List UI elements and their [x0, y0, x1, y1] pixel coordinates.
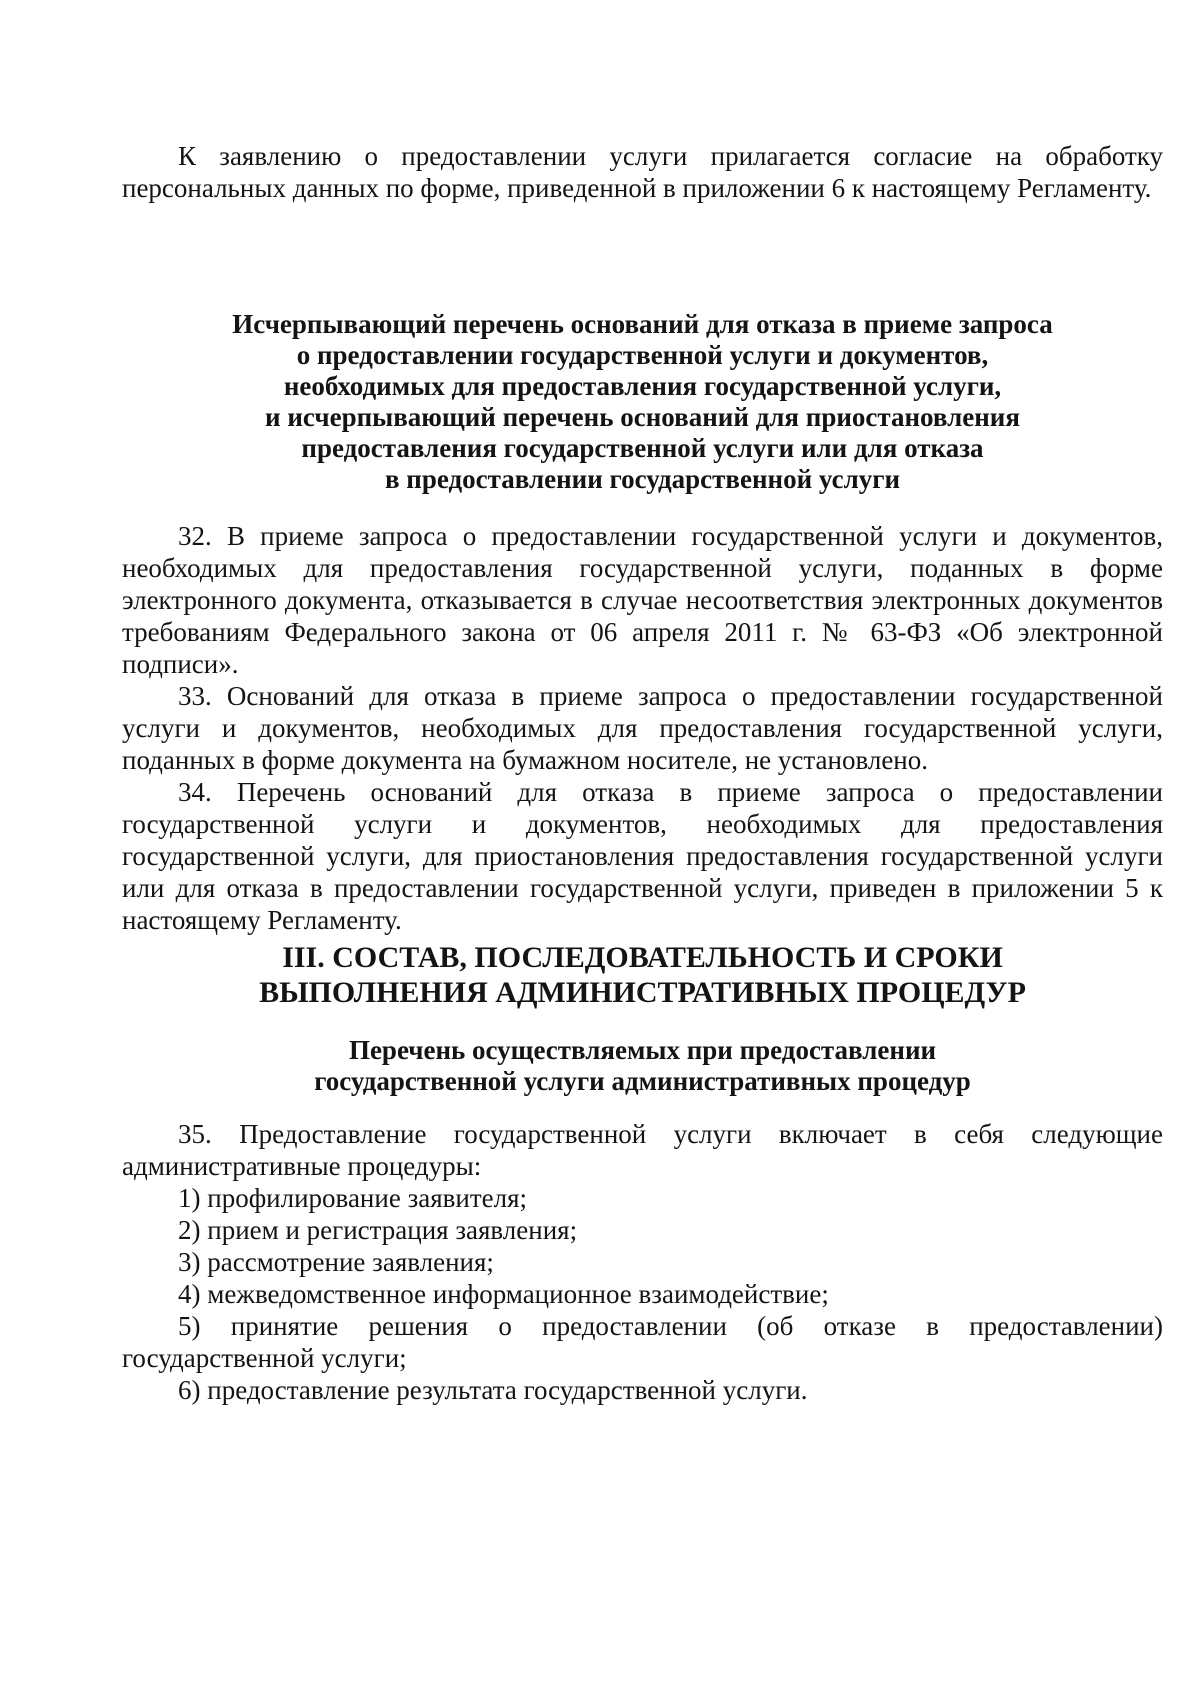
heading-line: в предоставлении государственной услуги [384, 464, 901, 494]
paragraph-34: 34. Перечень оснований для отказа в приеме запроса о предоставлении государственной услуги и документов, необходимых для предоставления государственной услуги, для приостановления предоставления государственной услуги или для отказа в предоставлении государственной услуги, приведен в приложении 5 к настоящему Регламенту. [122, 777, 1163, 935]
procedure-item: 4) межведомственное информационное взаимодействие; [178, 1279, 829, 1309]
intro-block [122, 140, 1163, 204]
heading-line: и исчерпывающий перечень оснований для приостановления [265, 402, 1020, 432]
procedure-item: 5) принятие решения о предоставлении (об отказе в предоставлении) государственной услуги; [122, 1311, 1163, 1373]
heading-line: предоставления государственной услуги или для отказа [301, 433, 984, 463]
section-3-title [122, 940, 1163, 1010]
section-title-line: III. СОСТАВ, ПОСЛЕДОВАТЕЛЬНОСТЬ И СРОКИ [282, 941, 1003, 974]
section-title-line: ВЫПОЛНЕНИЯ АДМИНИСТРАТИВНЫХ ПРОЦЕДУР [259, 976, 1026, 1009]
procedure-item: 3) рассмотрение заявления; [178, 1247, 494, 1277]
paragraph-32: 32. В приеме запроса о предоставлении государственной услуги и документов, необходимых для предоставления государственной услуги, поданных в форме электронного документа, отказывается в случае несоответствия электронных документов требованиям Федерального закона от 06 апреля 2011 г. № 63-ФЗ «Об электронной подписи». [122, 521, 1163, 679]
paragraph-35: 35. Предоставление государственной услуги включает в себя следующие административные процедуры: [122, 1119, 1163, 1181]
paragraph-35-block [122, 1118, 1163, 1406]
procedure-item: 1) профилирование заявителя; [178, 1183, 528, 1213]
procedure-item: 6) предоставление результата государственной услуги. [178, 1375, 808, 1405]
refusal-grounds-heading [122, 309, 1163, 495]
heading-line: Исчерпывающий перечень оснований для отказа в приеме запроса [232, 309, 1053, 339]
procedure-item: 2) прием и регистрация заявления; [178, 1215, 578, 1245]
procedures-list-heading [122, 1035, 1163, 1097]
heading-line: необходимых для предоставления государственной услуги, [283, 371, 1002, 401]
heading-line: государственной услуги административных процедур [314, 1066, 971, 1096]
paragraph-33: 33. Оснований для отказа в приеме запроса о предоставлении государственной услуги и документов, необходимых для предоставления государственной услуги, поданных в форме документа на бумажном носителе, не установлено. [122, 681, 1163, 775]
intro-paragraph: К заявлению о предоставлении услуги прилагается согласие на обработку персональных данных по форме, приведенной в приложении 6 к настоящему Регламенту. [122, 141, 1163, 203]
heading-line: о предоставлении государственной услуги и документов, [296, 340, 989, 370]
paragraphs-32-34 [122, 520, 1163, 936]
heading-line: Перечень осуществляемых при предоставлении [348, 1035, 937, 1065]
